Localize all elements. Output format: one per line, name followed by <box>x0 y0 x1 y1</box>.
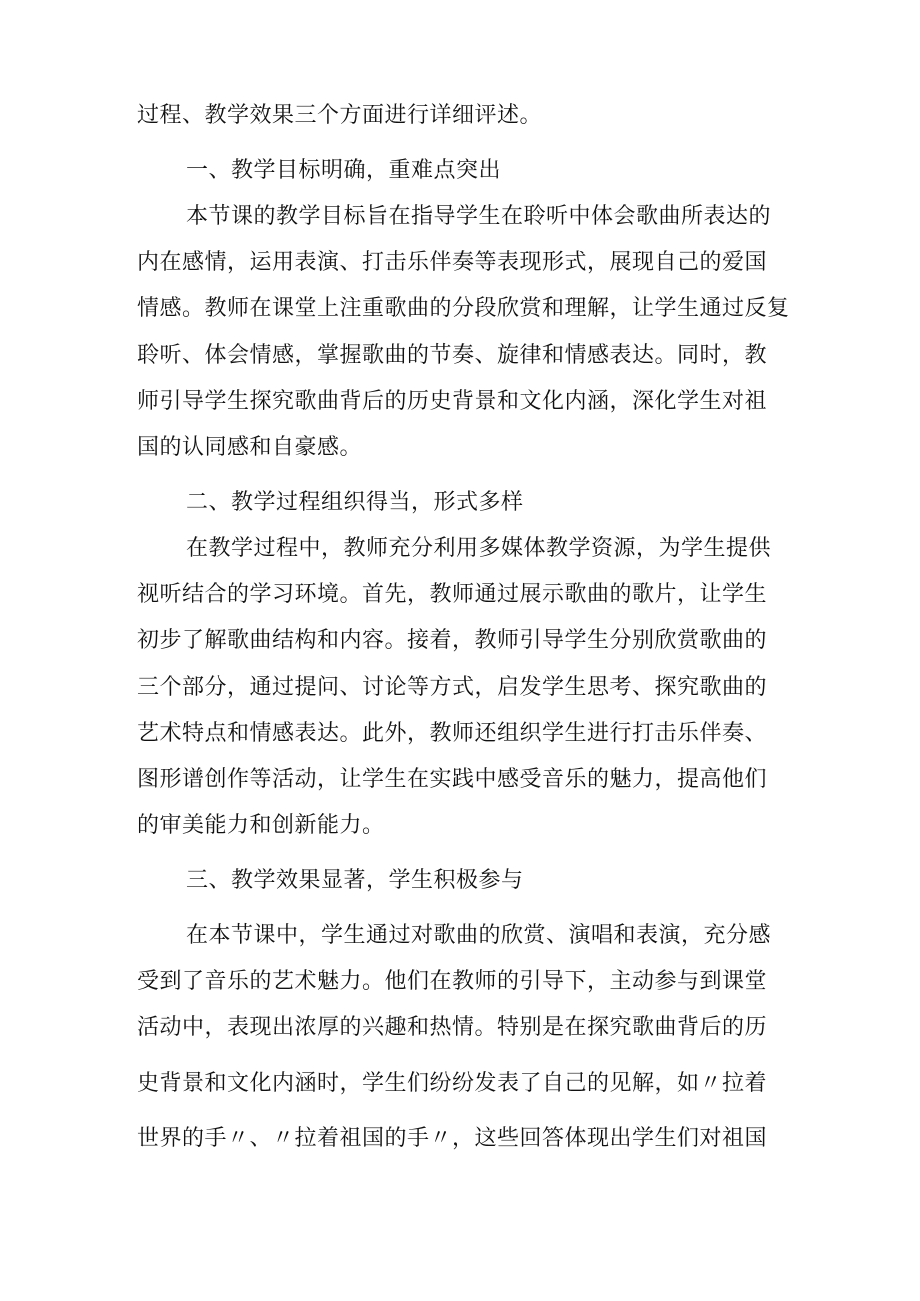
section-heading: 二、教学过程组织得当，形式多样 <box>186 490 524 515</box>
text-line: 艺术特点和情感表达。此外，教师还组织学生进行打击乐伴奏、 <box>137 721 768 746</box>
text-line: 的审美能力和创新能力。 <box>137 813 385 838</box>
text-line: 情感。教师在课堂上注重歌曲的分段欣赏和理解，让学生通过反复 <box>137 296 790 321</box>
text-line: 内在感情，运用表演、打击乐伴奏等表现形式，展现自己的爱国 <box>137 250 768 275</box>
text-line: 在教学过程中，教师充分利用多媒体教学资源，为学生提供 <box>186 536 772 561</box>
section-heading: 三、教学效果显著，学生积极参与 <box>186 868 524 893</box>
text-line: 图形谱创作等活动，让学生在实践中感受音乐的魅力，提高他们 <box>137 767 768 792</box>
text-line: 过程、教学效果三个方面进行详细评述。 <box>137 103 543 128</box>
text-line: 活动中，表现出浓厚的兴趣和热情。特别是在探究歌曲背后的历 <box>137 1015 768 1040</box>
text-line: 师引导学生探究歌曲背后的历史背景和文化内涵，深化学生对祖 <box>137 389 768 414</box>
text-line: 国的认同感和自豪感。 <box>137 435 363 460</box>
text-line: 在本节课中，学生通过对歌曲的欣赏、演唱和表演，充分感 <box>186 923 772 948</box>
section-heading: 一、教学目标明确，重难点突出 <box>186 158 502 183</box>
text-line: 史背景和文化内涵时，学生们纷纷发表了自己的见解，如〃拉着 <box>137 1071 768 1096</box>
text-line: 受到了音乐的艺术魅力。他们在教师的引导下，主动参与到课堂 <box>137 969 768 994</box>
text-line: 初步了解歌曲结构和内容。接着，教师引导学生分别欣赏歌曲的 <box>137 628 768 653</box>
text-line: 三个部分，通过提问、讨论等方式，启发学生思考、探究歌曲的 <box>137 675 768 700</box>
text-line: 聆听、体会情感，掌握歌曲的节奏、旋律和情感表达。同时，教 <box>137 343 768 368</box>
text-line: 世界的手〃、〃拉着祖国的手〃，这些回答体现出学生们对祖国 <box>137 1126 768 1151</box>
text-line: 视听结合的学习环境。首先，教师通过展示歌曲的歌片，让学生 <box>137 582 768 607</box>
text-line: 本节课的教学目标旨在指导学生在聆听中体会歌曲所表达的 <box>186 204 772 229</box>
